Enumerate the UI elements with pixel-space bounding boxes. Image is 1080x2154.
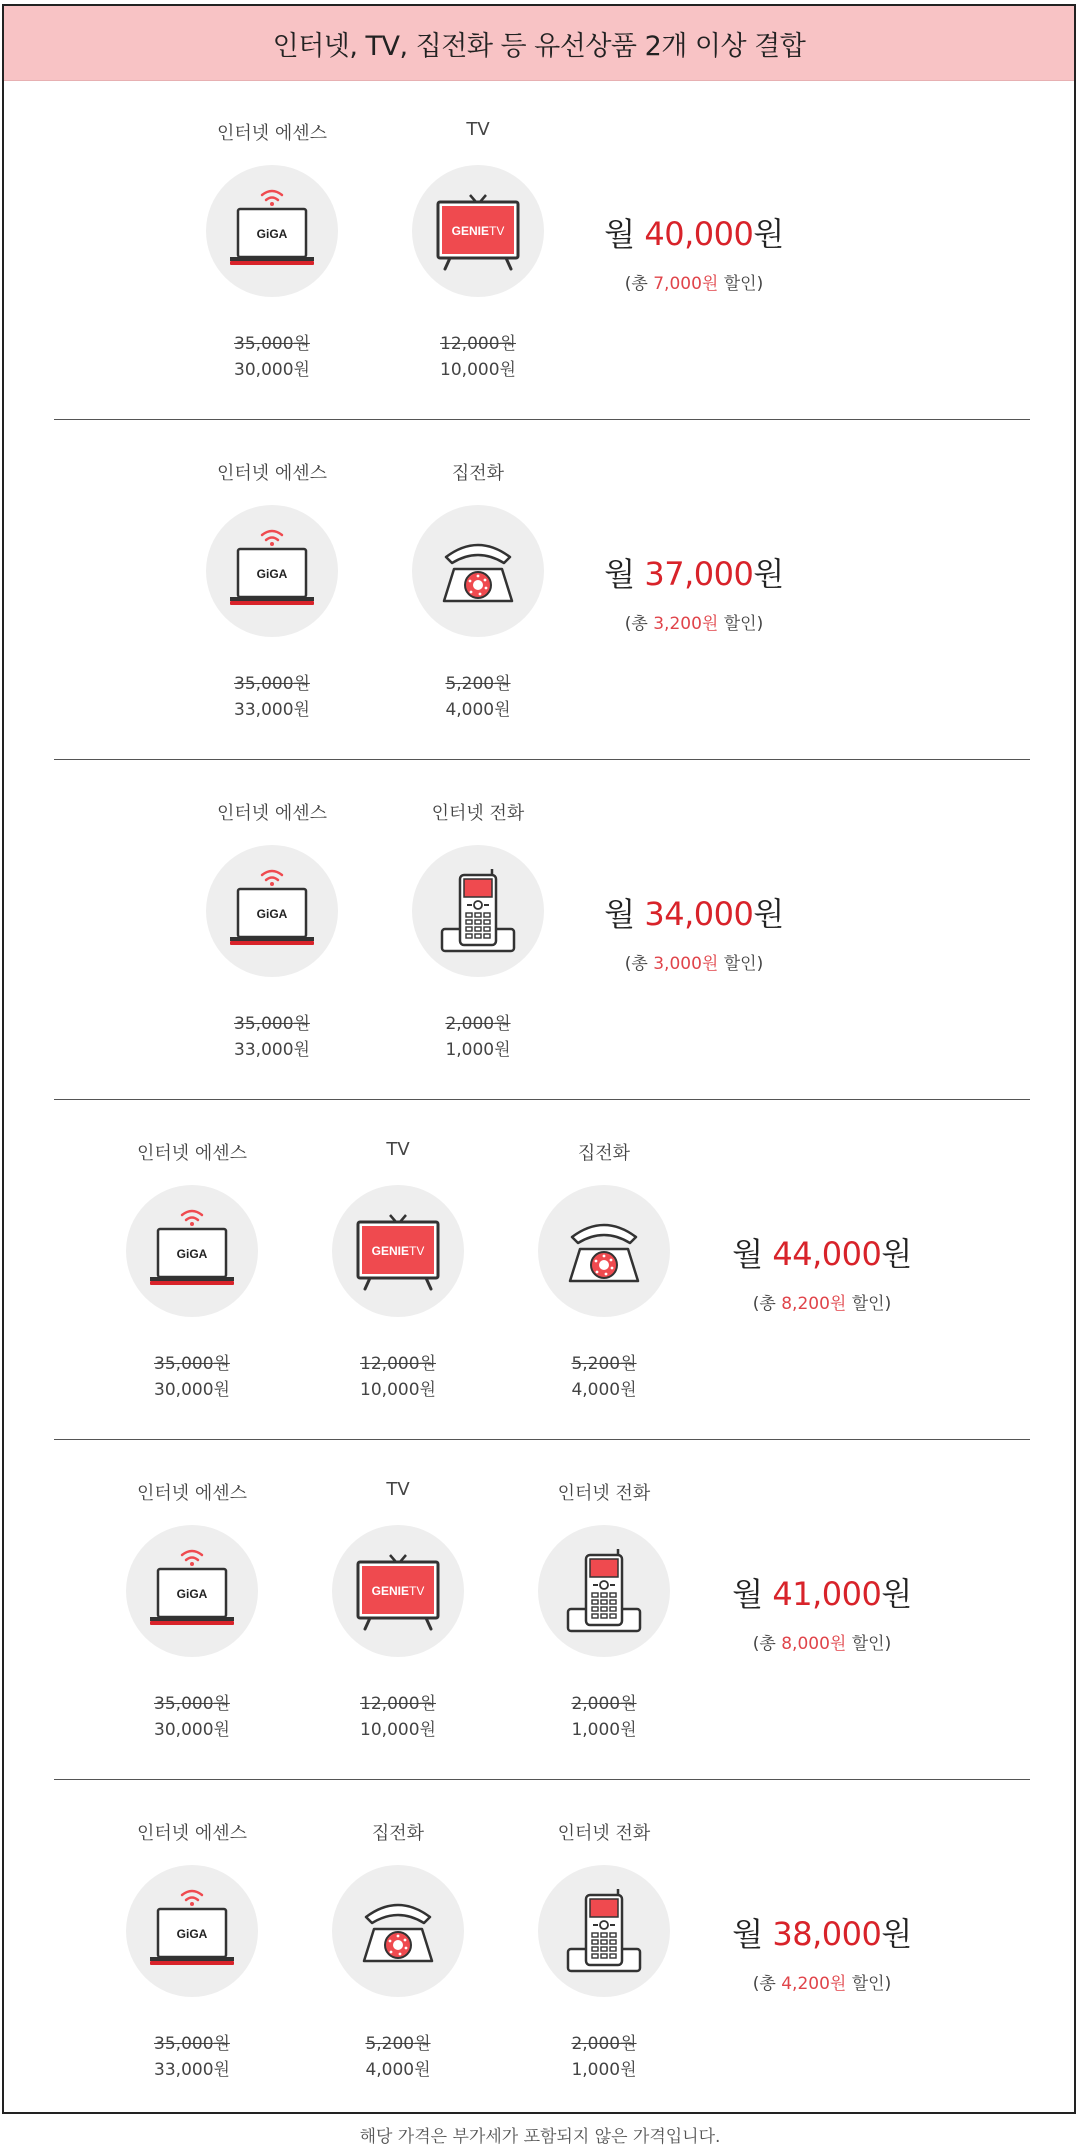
svg-text:GiGA: GiGA — [256, 907, 288, 921]
total-prefix: 월 — [604, 555, 645, 593]
original-price: 5,200원 — [445, 674, 511, 694]
rotary-phone-icon — [538, 1185, 670, 1317]
discounted-price: 33,000원 — [234, 700, 310, 720]
item-icon-circle — [206, 845, 338, 977]
discounted-price: 33,000원 — [234, 1040, 310, 1060]
original-price: 35,000원 — [234, 674, 310, 694]
genie-tv-icon — [412, 165, 544, 297]
monthly-total — [692, 1909, 952, 1955]
svg-text:GENIETV: GENIETV — [371, 1244, 425, 1258]
discount-summary — [692, 1629, 952, 1654]
svg-text:GENIETV: GENIETV — [371, 1584, 425, 1598]
item-name: 인터넷 에센스 — [136, 1823, 248, 1844]
item-icon-circle — [206, 165, 338, 297]
total-prefix: 월 — [604, 215, 645, 253]
page-title: 인터넷, TV, 집전화 등 유선상품 2개 이상 결합 — [4, 6, 1074, 81]
discounted-price: 4,000원 — [571, 1380, 637, 1400]
discount-suffix: 할인) — [846, 1294, 892, 1314]
genie-tv-icon — [332, 1525, 464, 1657]
discount-prefix: (총 — [624, 274, 654, 294]
bundle-total — [564, 549, 824, 634]
total-suffix: 원 — [753, 215, 784, 253]
discounted-price: 30,000원 — [154, 1380, 230, 1400]
cordless-phone-icon — [412, 845, 544, 977]
item-icon-circle — [538, 1525, 670, 1657]
item-icon-circle — [538, 1865, 670, 1997]
svg-text:GiGA: GiGA — [256, 567, 288, 581]
discounted-price: 10,000원 — [440, 360, 516, 380]
original-price: 5,200원 — [571, 1354, 637, 1374]
laptop-giga-icon — [126, 1865, 258, 1997]
discount-suffix: 할인) — [846, 1974, 892, 1994]
cordless-phone-icon — [538, 1865, 670, 1997]
laptop-giga-icon — [126, 1185, 258, 1317]
bundle-row — [54, 761, 1030, 1100]
item-name: TV — [386, 1139, 410, 1160]
item-name: 인터넷 에센스 — [216, 123, 328, 144]
discount-prefix: (총 — [624, 954, 654, 974]
item-name: 집전화 — [577, 1143, 631, 1164]
discount-summary — [692, 1969, 952, 1994]
bundle-row — [54, 1441, 1030, 1780]
discounted-price: 4,000원 — [365, 2060, 431, 2080]
item-icon-circle — [538, 1185, 670, 1317]
item-icon-circle — [412, 165, 544, 297]
bundle-total — [564, 209, 824, 294]
total-amount: 37,000 — [644, 555, 754, 593]
monthly-total — [692, 1569, 952, 1615]
cordless-phone-icon — [538, 1525, 670, 1657]
monthly-total — [564, 889, 824, 935]
total-suffix: 원 — [881, 1915, 912, 1953]
item-icon-circle — [206, 505, 338, 637]
discount-suffix: 할인) — [718, 614, 764, 634]
total-prefix: 월 — [732, 1235, 773, 1273]
total-amount: 44,000 — [772, 1235, 882, 1273]
item-icon-circle — [126, 1185, 258, 1317]
item-icon-circle — [332, 1865, 464, 1997]
bundle-row — [54, 421, 1030, 760]
monthly-total — [692, 1229, 952, 1275]
original-price: 35,000원 — [154, 1354, 230, 1374]
bundle-total — [692, 1569, 952, 1654]
item-icon-circle — [412, 845, 544, 977]
vat-notice: 해당 가격은 부가세가 포함되지 않은 가격입니다. — [359, 2127, 721, 2147]
total-amount: 41,000 — [772, 1575, 882, 1613]
discount-suffix: 할인) — [846, 1634, 892, 1654]
rotary-phone-icon — [332, 1865, 464, 1997]
svg-text:GiGA: GiGA — [256, 227, 288, 241]
discount-amount: 8,000원 — [781, 1634, 847, 1654]
total-suffix: 원 — [881, 1575, 912, 1613]
discounted-price: 10,000원 — [360, 1380, 436, 1400]
svg-text:GiGA: GiGA — [176, 1247, 208, 1261]
discount-summary — [564, 949, 824, 974]
discount-summary — [564, 269, 824, 294]
discount-amount: 8,200원 — [781, 1294, 847, 1314]
discounted-price: 33,000원 — [154, 2060, 230, 2080]
discount-prefix: (총 — [752, 1634, 782, 1654]
item-name: TV — [386, 1479, 410, 1500]
original-price: 35,000원 — [154, 2034, 230, 2054]
bundle-price-panel — [2, 4, 1076, 2114]
original-price: 35,000원 — [234, 334, 310, 354]
discounted-price: 30,000원 — [154, 1720, 230, 1740]
laptop-giga-icon — [206, 505, 338, 637]
item-name: 인터넷 에센스 — [216, 463, 328, 484]
svg-text:GiGA: GiGA — [176, 1587, 208, 1601]
item-name: 인터넷 전화 — [557, 1483, 651, 1504]
discounted-price: 10,000원 — [360, 1720, 436, 1740]
bundle-row — [54, 81, 1030, 420]
discount-summary — [564, 609, 824, 634]
original-price: 2,000원 — [571, 2034, 637, 2054]
discount-amount: 3,000원 — [653, 954, 719, 974]
total-suffix: 원 — [881, 1235, 912, 1273]
total-prefix: 월 — [604, 895, 645, 933]
total-suffix: 원 — [753, 895, 784, 933]
original-price: 12,000원 — [440, 334, 516, 354]
discounted-price: 1,000원 — [445, 1040, 511, 1060]
item-name: TV — [466, 119, 490, 140]
discount-summary — [692, 1289, 952, 1314]
discount-amount: 4,200원 — [781, 1974, 847, 1994]
discount-amount: 3,200원 — [653, 614, 719, 634]
original-price: 12,000원 — [360, 1354, 436, 1374]
total-prefix: 월 — [732, 1915, 773, 1953]
item-name: 인터넷 전화 — [557, 1823, 651, 1844]
discount-prefix: (총 — [752, 1294, 782, 1314]
bundle-total — [564, 889, 824, 974]
genie-tv-icon — [332, 1185, 464, 1317]
item-icon-circle — [126, 1865, 258, 1997]
discount-prefix: (총 — [624, 614, 654, 634]
total-amount: 40,000 — [644, 215, 754, 253]
item-name: 인터넷 에센스 — [136, 1483, 248, 1504]
svg-text:GENIETV: GENIETV — [451, 224, 505, 238]
total-amount: 34,000 — [644, 895, 754, 933]
discount-prefix: (총 — [752, 1974, 782, 1994]
laptop-giga-icon — [126, 1525, 258, 1657]
item-name: 인터넷 에센스 — [136, 1143, 248, 1164]
item-icon-circle — [126, 1525, 258, 1657]
rotary-phone-icon — [412, 505, 544, 637]
bundle-total — [692, 1229, 952, 1314]
item-icon-circle — [412, 505, 544, 637]
item-name: 인터넷 에센스 — [216, 803, 328, 824]
monthly-total — [564, 209, 824, 255]
original-price: 2,000원 — [571, 1694, 637, 1714]
total-suffix: 원 — [753, 555, 784, 593]
item-icon-circle — [332, 1525, 464, 1657]
item-name: 집전화 — [451, 463, 505, 484]
discounted-price: 1,000원 — [571, 2060, 637, 2080]
original-price: 12,000원 — [360, 1694, 436, 1714]
discount-suffix: 할인) — [718, 954, 764, 974]
discounted-price: 30,000원 — [234, 360, 310, 380]
original-price: 5,200원 — [365, 2034, 431, 2054]
bundle-row — [54, 1101, 1030, 1440]
laptop-giga-icon — [206, 845, 338, 977]
svg-text:GiGA: GiGA — [176, 1927, 208, 1941]
item-name: 인터넷 전화 — [431, 803, 525, 824]
item-name: 집전화 — [371, 1823, 425, 1844]
laptop-giga-icon — [206, 165, 338, 297]
discount-suffix: 할인) — [718, 274, 764, 294]
original-price: 2,000원 — [445, 1014, 511, 1034]
item-icon-circle — [332, 1185, 464, 1317]
discount-amount: 7,000원 — [653, 274, 719, 294]
bundle-row — [54, 1781, 1030, 2119]
discounted-price: 1,000원 — [571, 1720, 637, 1740]
original-price: 35,000원 — [234, 1014, 310, 1034]
total-amount: 38,000 — [772, 1915, 882, 1953]
original-price: 35,000원 — [154, 1694, 230, 1714]
monthly-total — [564, 549, 824, 595]
total-prefix: 월 — [732, 1575, 773, 1613]
discounted-price: 4,000원 — [445, 700, 511, 720]
bundle-total — [692, 1909, 952, 1994]
